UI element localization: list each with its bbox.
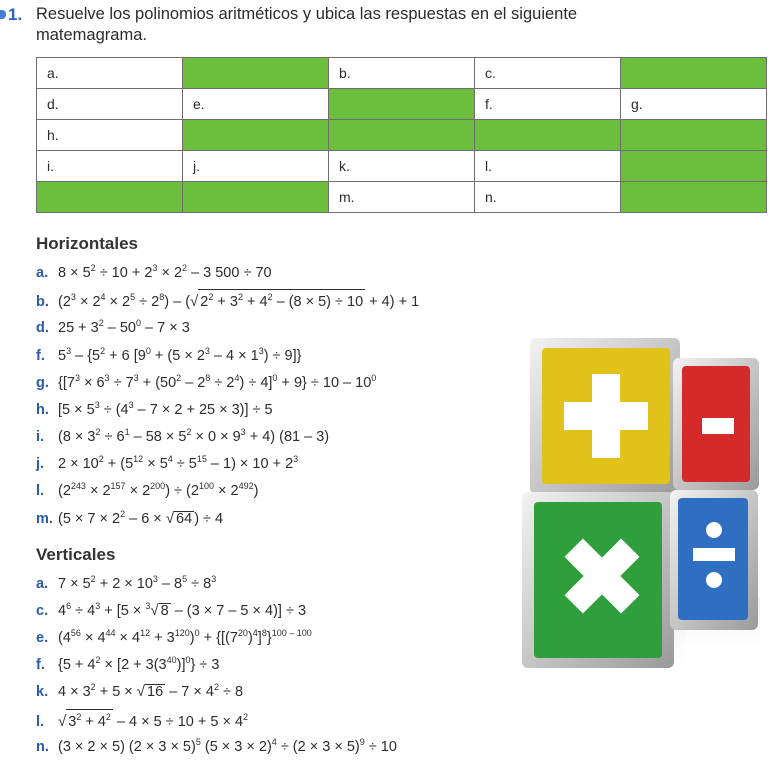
grid-cell-filled — [183, 120, 329, 151]
vertical-item-f: f. $\{5 + 4^2 \times [2 + 3(3^{40})]^0\} \div 3$ — [36, 655, 220, 673]
grid-cell: g. — [621, 89, 767, 120]
divide-icon — [670, 490, 758, 630]
horizontal-item-d: d. $25 + 3^2 - 50^0 - 7 \times 3$ — [36, 318, 190, 336]
grid-cell: a. — [37, 58, 183, 89]
grid-cell-filled — [621, 120, 767, 151]
vertical-item-a: a. $7 \times 5^2 + 2 \times 10^3 - 8^5 \div 8^3$ — [36, 574, 217, 592]
horizontal-item-b: b. $(2^3 \times 2^4 \times 2^5 \div 2^8)$ – (√ $2^2 + 3^2 + 4^2 - (8 \times 5) \div 10 + 4) + 1$ — [36, 289, 419, 310]
grid-cell: d. — [37, 89, 183, 120]
horizontal-item-l: l. $(2^{243} \times 2^{157} \times 2^{200}) \div (2^{100} \times 2^{492})$ — [36, 481, 259, 499]
grid-cell: j. — [183, 151, 329, 182]
horizontal-item-f: f. $5^3 - \{5^2 + 6$ $[9^0 + (5 \times 2^3 - 4 \times 1^3) \div 9]$} — [36, 346, 302, 364]
grid-cell-filled — [475, 120, 621, 151]
grid-cell-filled — [621, 182, 767, 213]
vertical-item-k: k. $4 \times 3^2 + 5$ × √ $16 - 7 \times 4^2 \div 8$ — [36, 682, 244, 700]
grid-cell: n. — [475, 182, 621, 213]
grid-cell: l. — [475, 151, 621, 182]
grid-cell: h. — [37, 120, 183, 151]
plus-icon — [530, 338, 680, 494]
grid-cell: i. — [37, 151, 183, 182]
grid-cell-filled — [183, 182, 329, 213]
grid-row — [37, 58, 767, 89]
grid-cell: f. — [475, 89, 621, 120]
grid-cell: k. — [329, 151, 475, 182]
grid-cell-filled — [183, 58, 329, 89]
horizontal-item-a: a. $8 \times 5^2 \div 10 + 2^3 \times 2^2 - 3$ 500 ÷ 70 — [36, 263, 272, 281]
grid-cell-filled — [329, 89, 475, 120]
grid-cell-filled — [329, 120, 475, 151]
grid-cell-filled — [621, 58, 767, 89]
horizontal-item-j: j. $2 \times 10^2 + (5^{12} \times 5^4 \div 5^{15} - 1) \times 10 + 2^3$ — [36, 454, 299, 472]
horizontal-item-m: m. ($5 \times 7 \times 2^2 - 6$ × √ 64 ) ÷ 4 — [36, 509, 224, 527]
grid-row — [37, 151, 767, 182]
grid-cell: b. — [329, 58, 475, 89]
grid-row — [37, 182, 767, 213]
horizontal-item-h: h. $[5 \times 5^3 \div (4^3 - 7 \times 2 + 25 \times 3)] \div 5$ — [36, 400, 273, 418]
matemagrama-grid — [36, 57, 767, 213]
minus-icon — [673, 358, 759, 490]
math-operators-illustration — [510, 336, 772, 668]
grid-row — [37, 89, 767, 120]
vertical-item-e: e. $(4^{56} \times 4^{44} \times 4^{12} + 3^{120})^0 + \{[(7^{20})^4]^8\}^{100 - 100}$ — [36, 628, 312, 646]
grid-cell-filled — [621, 151, 767, 182]
exercise-number: 1. — [8, 5, 23, 24]
horizontal-item-i: i. $(8 \times 3^2 \div 6^1 - 58 \times 5^2 \times 0 \times 9^3 + 4)$ (81 – 3) — [36, 427, 330, 445]
grid-cell: c. — [475, 58, 621, 89]
grid-cell-filled — [37, 182, 183, 213]
vertical-item-c: c. $4^6 \div 4^3 + [5 \times ^3√$ 8 – (3 × 7 – 5 × 4)] ÷ 3 — [36, 601, 307, 619]
vertical-item-l: l. √ $3^2 + 4^2 - 4 \times 5 \div 10 + 5 \times 4^2$ — [36, 709, 248, 730]
grid-cell: e. — [183, 89, 329, 120]
grid-row — [37, 120, 767, 151]
bullet-icon — [0, 10, 6, 19]
horizontales-title: Horizontales — [36, 234, 139, 253]
verticales-title: Verticales — [36, 545, 116, 564]
exercise-instruction: Resuelve los polinomios aritméticos y ubica las respuestas en el siguiente matemagrama. — [36, 5, 578, 44]
grid-cell: m. — [329, 182, 475, 213]
vertical-item-n: n. (3 × 2 × 5) $(2 \times 3 \times 5)^5$ $(5 \times 3 \times 2)^4 \div (2 \times 3 \times 5)^9 \div 10$ — [36, 737, 397, 755]
horizontal-item-g: g. $\{[7^3 \times 6^3 \div 7^3 + (50^2 - 2^8 \div 2^4) \div 4]^0 + 9\} \div 10 - 10^0$ — [36, 373, 377, 391]
multiply-icon — [522, 492, 674, 668]
